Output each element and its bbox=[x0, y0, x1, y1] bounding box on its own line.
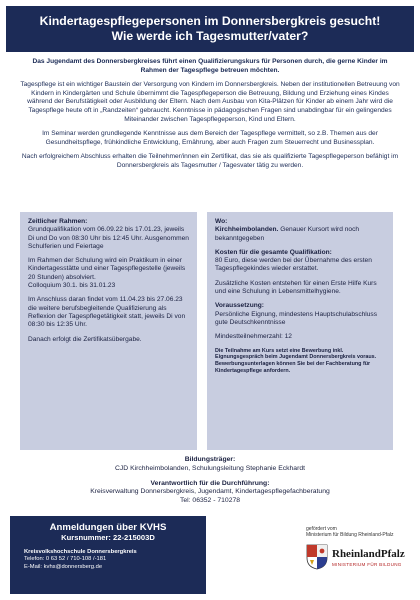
schedule-certificate: Danach erfolgt die Zertifikatsübergabe. bbox=[28, 335, 142, 343]
funding-note-2: Ministerium für Bildung Rheinland-Pfalz bbox=[306, 532, 394, 539]
requirements-text: Persönliche Eignung, mindestens Hauptschulabschluss gute Deutschkenntnisse bbox=[215, 310, 378, 326]
schedule-basic: Grundqualifikation vom 06.09.22 bis 17.01.23, jeweils Di und Do von 08:30 Uhr bis 12:45 Uhr. Ausgenommen Schulferien und Feiertage bbox=[28, 226, 189, 250]
course-number: Kursnummer: 22-215003D bbox=[61, 533, 155, 542]
responsible-phone: Tel: 06352 - 710278 bbox=[179, 497, 241, 505]
intro-section bbox=[20, 58, 400, 177]
ministry-sub: MINISTERIUM FÜR BILDUNG bbox=[332, 561, 402, 567]
intro-paragraph-2: Im Seminar werden grundlegende Kenntnisse aus dem Bereich der Tagespflege vermittelt, so z.B. Themen aus der Gesundheitspflege, frühkindliche Entwicklung, Ernährung, aber auch Fragen zum Steuerrecht und Businessplan. bbox=[42, 130, 378, 146]
responsible-text: Kreisverwaltung Donnersbergkreis, Jugendamt, Kindertagespflegefachberatung bbox=[90, 488, 330, 496]
costs-heading: Kosten für die gesamte Qualifikation: bbox=[215, 248, 332, 256]
schedule-continuation: Im Anschluss daran findet vom 11.04.23 bis 27.06.23 die weitere berufsbegleitende Qualifizierung als Reflexion der Tagespflegetätigkeit statt, jeweils Di von 08:30 bis 12:35 Uhr. bbox=[28, 296, 186, 329]
details-panel bbox=[207, 212, 393, 450]
schedule-internship: Im Rahmen der Schulung wird ein Praktikum in einer Kindertagesstätte und einer Tagespflegestelle (jeweils 20 Stunden) absolviert. bbox=[28, 257, 186, 281]
location-heading: Wo: bbox=[215, 218, 228, 225]
page-header bbox=[6, 6, 414, 52]
ministry-brand: RheinlandPfalz bbox=[332, 547, 405, 560]
intro-paragraph-3: Nach erfolgreichem Abschluss erhalten die Teilnehmer/innen ein Zertifikat, das sie als qualifizierte Tagespflegeperson befähigt im Donnersbergkreis als Tagesmutter / Tagesvater tätig zu werden. bbox=[21, 153, 399, 169]
location-place: Kirchheimbolanden. bbox=[215, 226, 279, 234]
requirements-heading: Voraussetzung: bbox=[215, 302, 264, 310]
funding-note-1: gefördert vom bbox=[306, 526, 337, 532]
registration-title: Anmeldungen über KVHS bbox=[49, 522, 167, 533]
responsible-heading: Verantwortlich für die Durchführung: bbox=[150, 479, 270, 487]
header-title-line2: Wie werde ich Tagesmutter/vater? bbox=[111, 29, 309, 43]
schedule-colloquium: Colloquium 30.1. bis 31.01.23 bbox=[28, 282, 116, 290]
header-title-line1: Kindertagespflegepersonen im Donnersbergkreis gesucht! bbox=[39, 14, 381, 28]
organizer-section bbox=[10, 456, 410, 506]
min-participants: Mindestteilnehmerzahl: 12 bbox=[215, 333, 292, 341]
location-note: Genauer Kursort wird noch bekanntgegeben bbox=[215, 226, 360, 242]
provider-heading: Bildungsträger: bbox=[184, 456, 236, 463]
provider-text: CJD Kirchheimbolanden, Schulungsleitung Stephanie Eckhardt bbox=[114, 464, 306, 472]
location-text bbox=[215, 226, 385, 243]
kvhs-name: Kreisvolkshochschule Donnersbergkreis bbox=[24, 549, 137, 555]
costs-extra: Zusätzliche Kosten entstehen für einen Erste Hilfe Kurs und eine Schulung in Lebensmittelhygiene. bbox=[215, 279, 377, 296]
ministry-logo bbox=[306, 544, 412, 570]
registration-box bbox=[10, 516, 206, 594]
intro-lead: Das Jugendamt des Donnersbergkreises führt einen Qualifizierungskurs für Personen durch, die gerne Kinder im Rahmen der Tagespflege betreuen möchten. bbox=[32, 58, 388, 74]
kvhs-email[interactable]: E-Mail: kvhs@donnersberg.de bbox=[24, 563, 103, 570]
intro-paragraph-1: Tagespflege ist ein wichtiger Baustein der Versorgung von Kindern im Donnersbergkreis. Neben der institutionellen Betreuung von Kindern in Kindergärten und Schule übernimmt die Tagespflegeperson die Betreuung, Bildung und Erziehung eines Kindes während der Berufstätigkeit oder Ausbildung der Eltern. Nach dem Ausbau von Kita-Plätzen für Kinder ab einem Jahr wird die Tagespflege heute oft in „Randzeiten“ gebraucht. Kenntnisse in pädagogischen Fragen sind unabdingbar für ein gelingendes Miteinander zwischen Tagespflegeperson, Kind und Eltern. bbox=[20, 81, 400, 123]
ministry-logo-block bbox=[306, 526, 412, 570]
application-note: Die Teilnahme am Kurs setzt eine Bewerbung inkl. Eignungsgespräch beim Jugendamt Donnersbergkreis voraus. Bewerbungsunterlagen können Sie bei der Fachberatung für Kindertagespflege anfordern. bbox=[215, 347, 377, 374]
schedule-panel bbox=[20, 212, 197, 450]
kvhs-phone: Telefon: 0 63 52 / 710-108 /-181 bbox=[24, 556, 107, 563]
schedule-heading: Zeitlicher Rahmen: bbox=[28, 218, 88, 225]
coat-of-arms-icon bbox=[306, 544, 328, 570]
costs-text: 80 Euro, diese werden bei der Übernahme des ersten Tagespflegekindes wieder erstattet. bbox=[215, 257, 372, 273]
